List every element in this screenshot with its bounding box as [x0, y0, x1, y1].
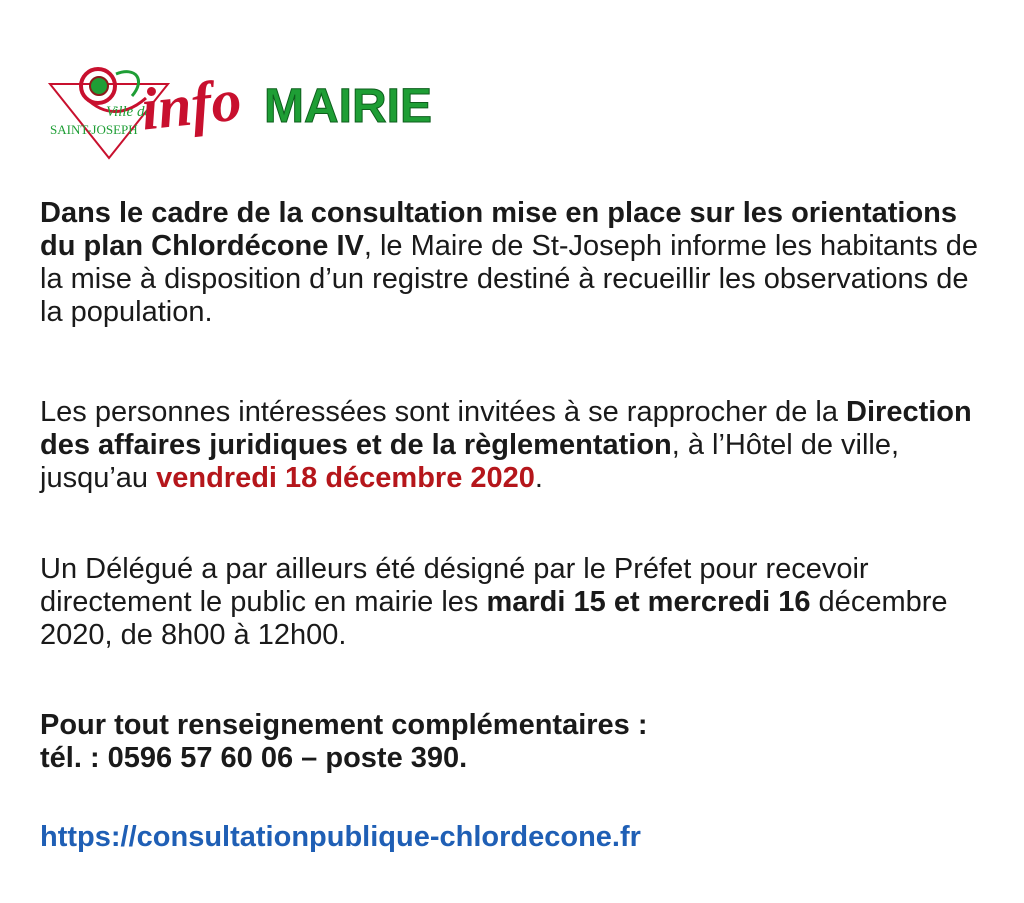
paragraph-contact	[40, 709, 990, 775]
direction-name: Direction des affaires juridiques et de la règlementation	[40, 396, 972, 461]
infomairie-logo	[46, 62, 446, 162]
contact-phone: tél. : 0596 57 60 06 – poste 390.	[40, 742, 468, 774]
consultation-text: , le Maire de St-Joseph informe les habitants de la mise à disposition d’un registre destiné à recueillir les observations de la population.	[40, 230, 979, 328]
contact-heading: Pour tout renseignement complémentaires :	[40, 709, 648, 741]
paragraph-consultation	[40, 197, 990, 329]
logo-ville-de: Ville de	[106, 104, 152, 120]
deadline-date: vendredi 18 décembre 2020	[156, 462, 535, 494]
logo-info-script: info	[138, 66, 245, 143]
invitation-end: .	[534, 462, 543, 494]
logo-saint-joseph: SAINT-JOSEPH	[50, 122, 138, 137]
consultation-heading: Dans le cadre de la consultation mise en place sur les orientations du plan Chlordécone IV	[40, 197, 958, 262]
paragraph-link	[40, 821, 990, 854]
invitation-intro: Les personnes intéressées sont invitées à se rapprocher de la	[40, 396, 847, 428]
delegate-intro: Un Délégué a par ailleurs été désigné par le Préfet pour recevoir directement le public en mairie les	[40, 553, 869, 618]
paragraph-delegate	[40, 553, 990, 652]
delegate-hours: décembre 2020, de 8h00 à 12h00.	[40, 586, 948, 651]
paragraph-invitation	[40, 396, 990, 495]
delegate-days: mardi 15 et mercredi 16	[486, 586, 811, 618]
emblem-center-icon	[90, 77, 108, 95]
consultation-link[interactable]: https://consultationpublique-chlordecone.fr	[40, 821, 641, 853]
logo-mairie-word: MAIRIE	[264, 80, 432, 133]
invitation-location: , à l’Hôtel de ville, jusqu’au	[40, 429, 900, 494]
